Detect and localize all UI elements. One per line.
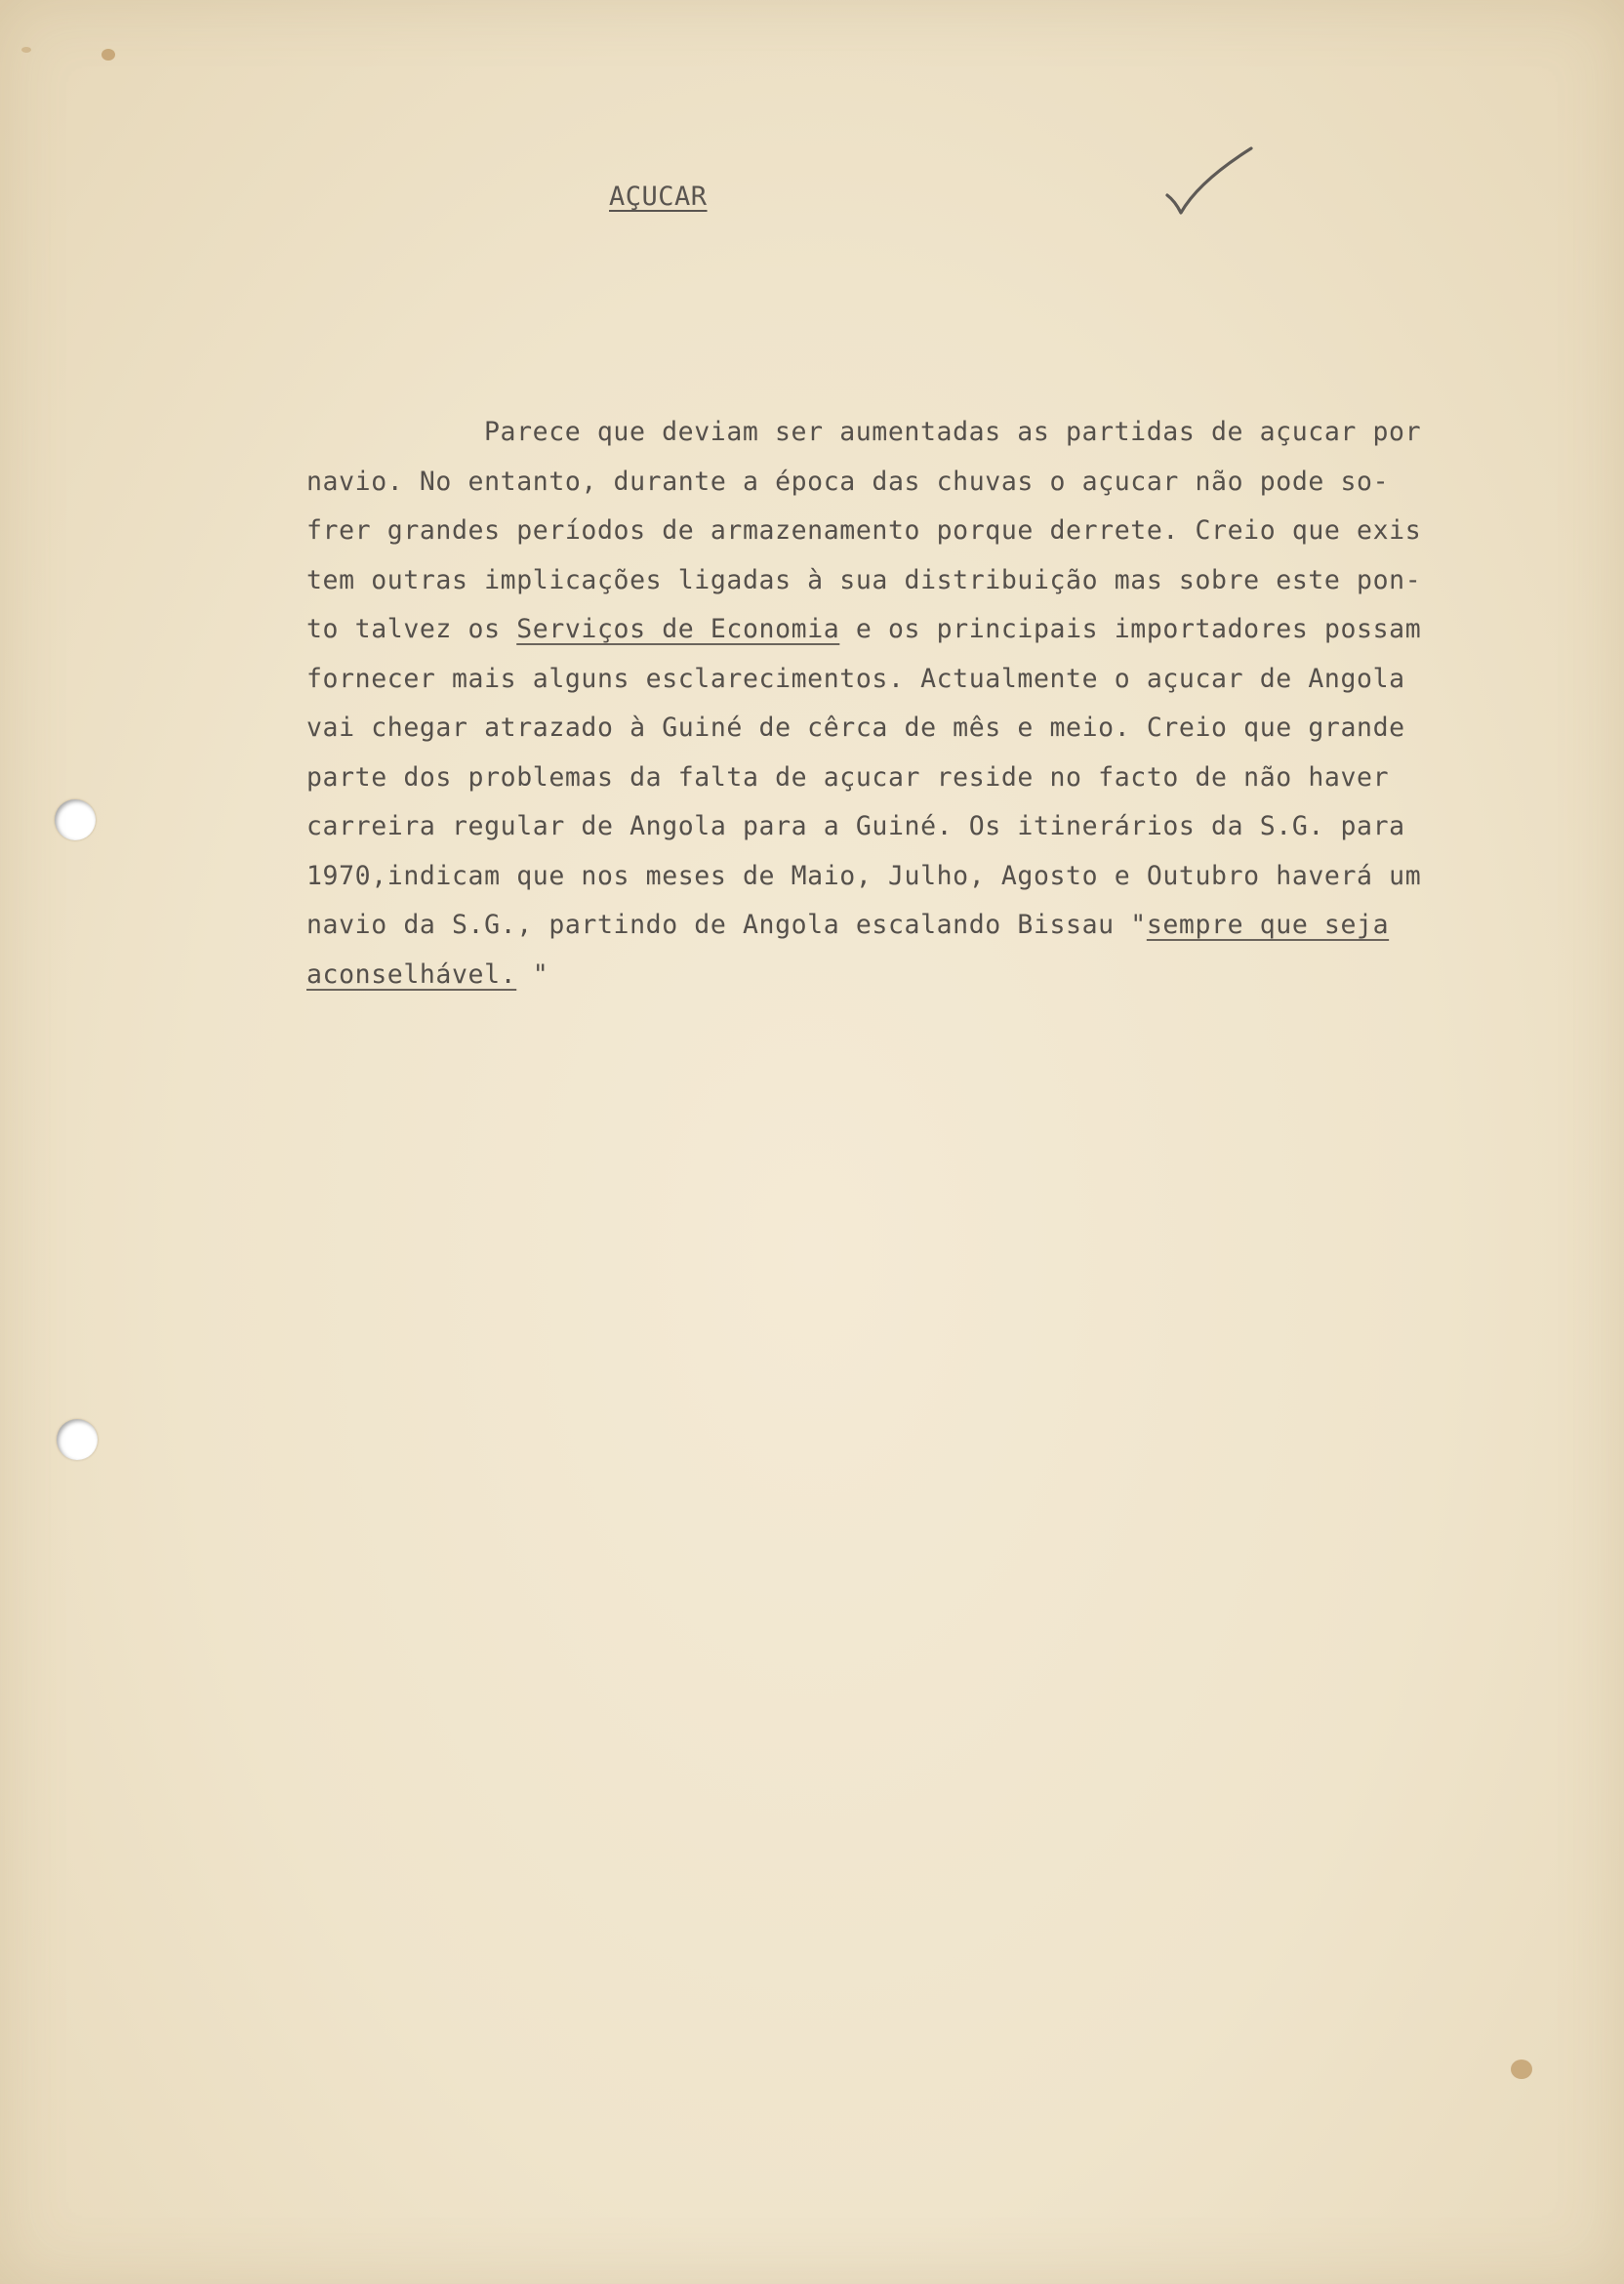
text-line-2: navio. No entanto, durante a época das chuvas o açucar não pode so- (306, 466, 1390, 497)
text-line-12 (306, 951, 1575, 1000)
text-line-10: 1970,indicam que nos meses de Maio, Julho, Agosto e Outubro haverá um (306, 860, 1422, 891)
text-line-3: frer grandes períodos de armazenamento porque derrete. Creio que exis (306, 515, 1422, 546)
text-line-11 (306, 901, 1575, 951)
text-line-6: fornecer mais alguns esclarecimentos. Actualmente o açucar de Angola (306, 663, 1405, 694)
underlined-phrase-servicos: Serviços de Economia (516, 614, 840, 644)
paper-stain (21, 47, 31, 53)
text-line-4: tem outras implicações ligadas à sua distribuição mas sobre este pon- (306, 564, 1422, 595)
punch-hole-icon (57, 1419, 98, 1460)
text-segment: " (516, 958, 549, 990)
underlined-phrase-aconselhavel: aconselhável. (306, 958, 517, 990)
text-line-1: Parece que deviam ser aumentadas as partidas de açucar por (484, 417, 1422, 447)
punch-hole-icon (55, 799, 96, 840)
paper-stain (1511, 2060, 1532, 2079)
text-segment: to talvez os (306, 614, 517, 644)
text-segment: e os principais importadores possam (839, 614, 1422, 644)
paper-stain (102, 49, 115, 61)
document-title: AÇUCAR (609, 182, 708, 212)
text-segment: navio da S.G., partindo de Angola escalando Bissau " (306, 910, 1147, 940)
text-line-7: vai chegar atrazado à Guiné de cêrca de mês e meio. Creio que grande (306, 713, 1405, 743)
underlined-phrase-sempre: sempre que seja (1146, 910, 1390, 940)
pencil-checkmark-icon (1161, 144, 1259, 223)
text-line-5 (306, 605, 1575, 655)
text-line-9: carreira regular de Angola para a Guiné. Os itinerários da S.G. para (306, 811, 1405, 841)
text-line-8: parte dos problemas da falta de açucar reside no facto de não haver (306, 761, 1390, 793)
document-body (306, 408, 1575, 999)
